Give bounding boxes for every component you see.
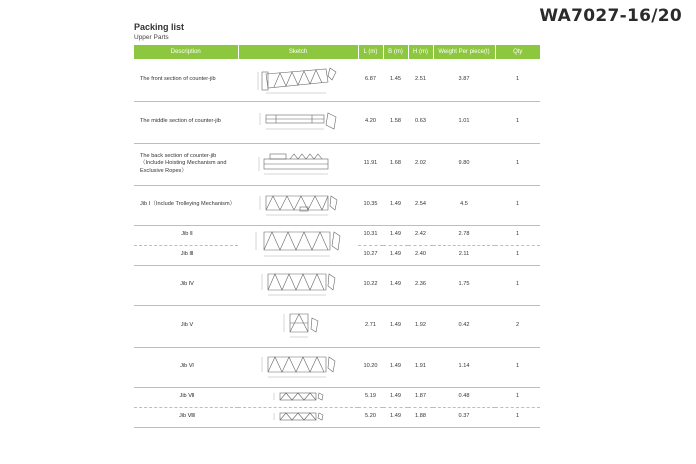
row-description: Jib Ⅲ (134, 245, 238, 265)
col-header-description: Description (134, 45, 238, 59)
row-height: 0.63 (408, 101, 433, 143)
row-qty: 1 (495, 101, 540, 143)
col-header-length: L (m) (358, 45, 383, 59)
row-length: 10.31 (358, 225, 383, 245)
table-row (134, 305, 540, 347)
col-header-width: B (m) (383, 45, 408, 59)
table-row (134, 101, 540, 143)
row-width: 1.49 (383, 305, 408, 347)
row-length: 2.71 (358, 305, 383, 347)
row-description: Jib Ⅶ (134, 387, 238, 407)
table-row (134, 347, 540, 387)
row-qty: 1 (495, 143, 540, 185)
row-width: 1.45 (383, 59, 408, 101)
row-height: 1.92 (408, 305, 433, 347)
model-number: WA7027-16/20 (539, 6, 682, 26)
row-qty: 1 (495, 59, 540, 101)
counterjib-back-sketch (238, 143, 358, 185)
col-header-weight: Weight Per piece(t) (433, 45, 495, 59)
row-height: 2.02 (408, 143, 433, 185)
row-weight: 0.37 (433, 407, 495, 427)
row-height: 2.51 (408, 59, 433, 101)
row-width: 1.49 (383, 265, 408, 305)
row-weight: 2.11 (433, 245, 495, 265)
row-description: Jib Ⅵ (134, 347, 238, 387)
table-header-row (134, 45, 540, 59)
row-width: 1.58 (383, 101, 408, 143)
row-weight: 2.78 (433, 225, 495, 245)
jib-1-sketch (238, 185, 358, 225)
row-weight: 1.01 (433, 101, 495, 143)
row-height: 2.54 (408, 185, 433, 225)
counterjib-middle-sketch (238, 101, 358, 143)
page-subtitle: Upper Parts (134, 34, 169, 41)
row-height: 2.36 (408, 265, 433, 305)
table-row (134, 387, 540, 407)
row-length: 10.20 (358, 347, 383, 387)
row-description: Jib Ⅱ (134, 225, 238, 245)
row-description: The front section of counter-jib (134, 59, 238, 101)
jib-5-sketch (238, 305, 358, 347)
col-header-qty: Qty (495, 45, 540, 59)
row-height: 1.87 (408, 387, 433, 407)
jib-6-sketch (238, 347, 358, 387)
row-width: 1.49 (383, 347, 408, 387)
row-height: 1.91 (408, 347, 433, 387)
row-width: 1.49 (383, 245, 408, 265)
row-qty: 1 (495, 387, 540, 407)
jib-8-sketch (238, 407, 358, 427)
row-length: 5.20 (358, 407, 383, 427)
row-qty: 1 (495, 185, 540, 225)
row-width: 1.49 (383, 185, 408, 225)
row-length: 11.91 (358, 143, 383, 185)
row-length: 10.35 (358, 185, 383, 225)
row-qty: 1 (495, 407, 540, 427)
row-height: 2.42 (408, 225, 433, 245)
row-length: 10.22 (358, 265, 383, 305)
row-weight: 9.80 (433, 143, 495, 185)
row-description: The back section of counter-jib （Include Hoisting Mechanism and Exclusive Ropes） (134, 143, 238, 185)
row-weight: 1.75 (433, 265, 495, 305)
table-row (134, 265, 540, 305)
row-width: 1.49 (383, 407, 408, 427)
row-width: 1.68 (383, 143, 408, 185)
row-description: Jib Ⅰ（Include Trolleying Mechanism） (134, 185, 238, 225)
row-width: 1.49 (383, 225, 408, 245)
packing-list-table (134, 45, 540, 428)
row-qty: 1 (495, 347, 540, 387)
row-length: 10.27 (358, 245, 383, 265)
page-title: Packing list (134, 22, 185, 32)
row-qty: 1 (495, 245, 540, 265)
row-qty: 1 (495, 265, 540, 305)
row-description: Jib Ⅴ (134, 305, 238, 347)
row-height: 1.88 (408, 407, 433, 427)
row-weight: 3.87 (433, 59, 495, 101)
row-weight: 0.48 (433, 387, 495, 407)
table-row (134, 59, 540, 101)
col-header-sketch: Sketch (238, 45, 358, 59)
row-height: 2.40 (408, 245, 433, 265)
table-row (134, 407, 540, 427)
row-weight: 4.5 (433, 185, 495, 225)
jib-2-3-sketch (238, 225, 358, 265)
row-qty: 1 (495, 225, 540, 245)
row-length: 6.87 (358, 59, 383, 101)
row-weight: 0.42 (433, 305, 495, 347)
table-row (134, 225, 540, 245)
row-description: The middle section of counter-jib (134, 101, 238, 143)
row-length: 4.20 (358, 101, 383, 143)
row-qty: 2 (495, 305, 540, 347)
table-row (134, 185, 540, 225)
row-description: Jib Ⅷ (134, 407, 238, 427)
col-header-height: H (m) (408, 45, 433, 59)
row-length: 5.19 (358, 387, 383, 407)
row-weight: 1.14 (433, 347, 495, 387)
table-row (134, 143, 540, 185)
counterjib-front-sketch (238, 59, 358, 101)
row-description: Jib Ⅳ (134, 265, 238, 305)
jib-7-sketch (238, 387, 358, 407)
row-width: 1.49 (383, 387, 408, 407)
jib-4-sketch (238, 265, 358, 305)
